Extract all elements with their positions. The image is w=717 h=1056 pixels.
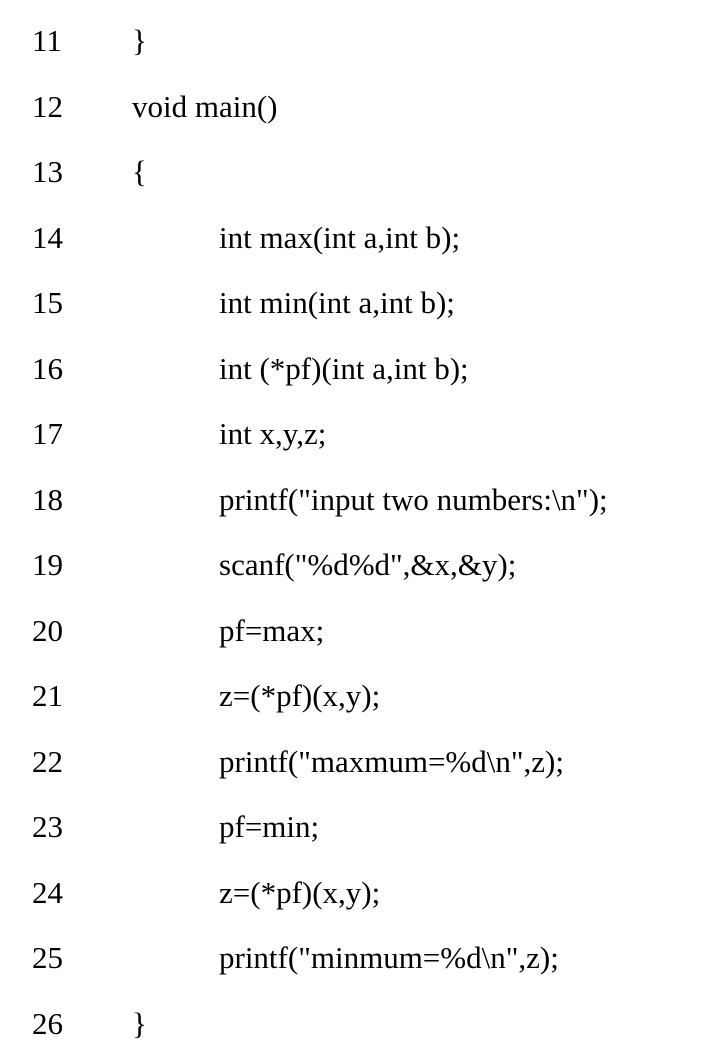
code-line [0,74,717,139]
line-code: printf("maxmum=%d\n",z); [219,743,564,779]
line-number: 18 [32,481,63,517]
line-code: z=(*pf)(x,y); [219,874,381,910]
line-number: 13 [32,154,63,189]
line-code: scanf("%d%d",&x,&y); [219,547,517,582]
code-line [0,663,717,728]
line-code: int max(int a,int b); [219,219,461,255]
line-code: } [132,1005,147,1041]
line-code: pf=max; [219,612,325,648]
line-number: 26 [32,1005,63,1041]
code-line [0,860,717,925]
line-number: 11 [32,23,62,58]
line-code: int min(int a,int b); [219,285,455,320]
line-number: 16 [32,350,63,386]
code-line [0,794,717,859]
code-line [0,139,717,204]
code-line [0,991,717,1056]
line-code: { [132,154,147,189]
line-number: 12 [32,88,63,124]
code-line [0,336,717,401]
code-line [0,8,717,73]
code-line [0,729,717,794]
line-number: 22 [32,743,63,779]
line-number: 14 [32,219,63,255]
line-number: 20 [32,612,63,648]
code-line [0,598,717,663]
line-number: 15 [32,285,63,320]
line-code: void main() [132,88,278,124]
line-number: 19 [32,547,63,582]
line-code: } [132,23,147,58]
line-code: z=(*pf)(x,y); [219,678,381,713]
line-code: printf("minmum=%d\n",z); [219,940,559,975]
line-number: 25 [32,940,63,975]
line-number: 23 [32,809,63,844]
code-line [0,925,717,990]
line-number: 24 [32,874,63,910]
line-number: 17 [32,416,63,451]
line-code: pf=min; [219,809,320,844]
line-code: int (*pf)(int a,int b); [219,350,469,386]
line-code: int x,y,z; [219,416,327,451]
code-line [0,401,717,466]
code-line [0,270,717,335]
code-line [0,205,717,270]
code-line [0,532,717,597]
line-number: 21 [32,678,63,713]
line-code: printf("input two numbers:\n"); [219,481,608,517]
code-line [0,467,717,532]
